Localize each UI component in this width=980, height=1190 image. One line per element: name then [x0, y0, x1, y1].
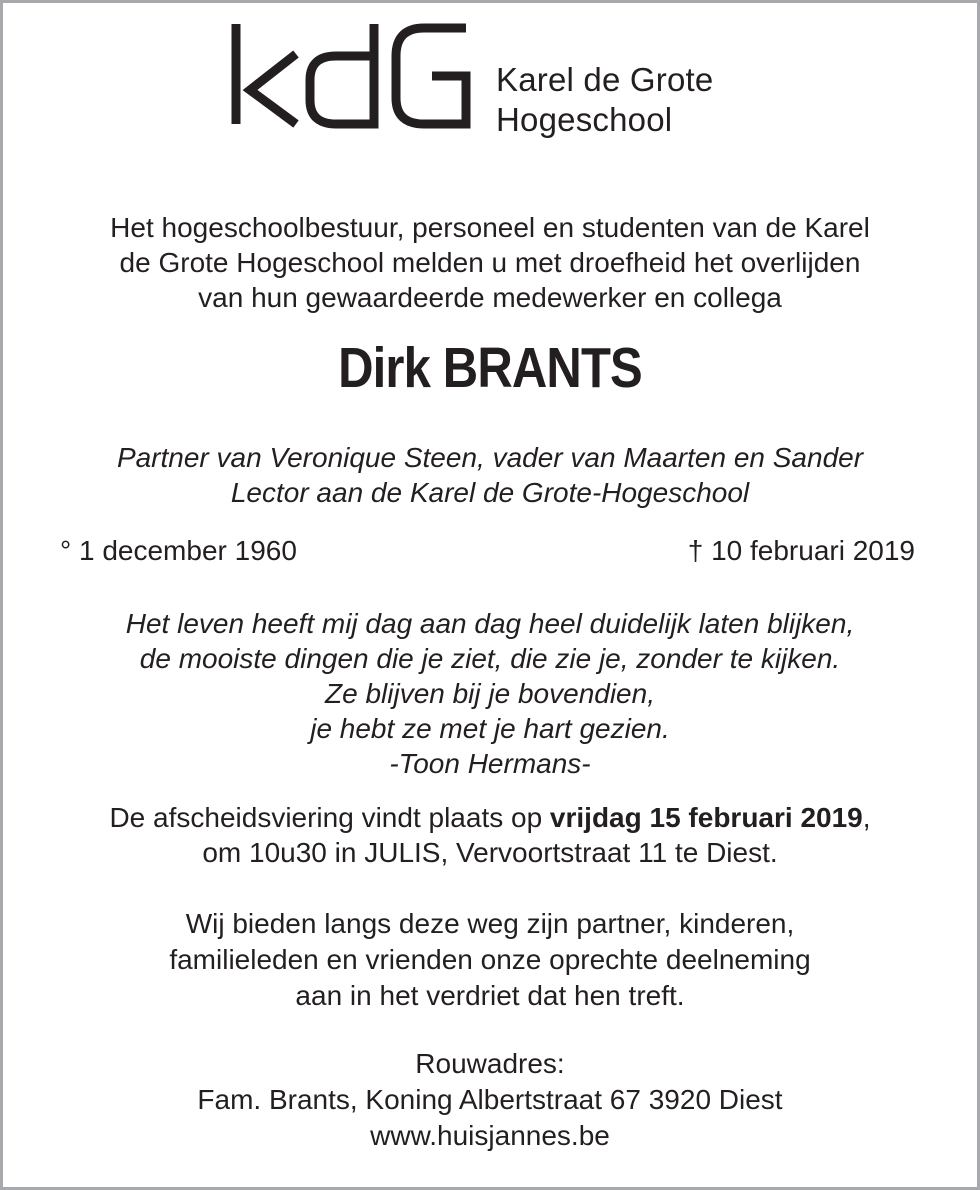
logo-name-line1: Karel de Grote: [496, 61, 714, 98]
intro-line: de Grote Hogeschool melden u met droefheid het overlijden: [119, 247, 861, 278]
ceremony-prefix: De afscheidsviering vindt plaats op: [109, 802, 550, 833]
kdg-logo-text: [496, 60, 713, 140]
sympathy-line: Wij bieden langs deze weg zijn partner, kinderen,: [185, 908, 795, 939]
ceremony-date: vrijdag 15 februari 2019: [549, 802, 863, 833]
poem-line: je hebt ze met je hart gezien.: [310, 713, 670, 744]
death-date: † 10 februari 2019: [687, 535, 915, 566]
address-label: Rouwadres:: [415, 1048, 565, 1079]
poem: [0, 606, 980, 781]
intro-paragraph: [0, 210, 980, 315]
relations-line: Partner van Veronique Steen, vader van Maarten en Sander: [116, 442, 864, 473]
ceremony-line1: [0, 800, 980, 835]
kdg-logo: [228, 20, 748, 140]
address-website: www.huisjannes.be: [370, 1120, 610, 1151]
ceremony-suffix: ,: [862, 802, 871, 833]
deceased-name: Dirk BRANTS: [338, 336, 642, 400]
address-line: Fam. Brants, Koning Albertstraat 67 3920 Diest: [197, 1084, 783, 1115]
poem-line: de mooiste dingen die je ziet, die zie je, zonder te kijken.: [139, 643, 841, 674]
intro-line: Het hogeschoolbestuur, personeel en studenten van de Karel: [110, 212, 870, 243]
mourning-address: [0, 1046, 980, 1154]
poem-author: -Toon Hermans-: [389, 748, 591, 779]
relations-paragraph: [0, 440, 980, 510]
kdg-logo-mark: [228, 20, 478, 140]
sympathy-paragraph: [0, 906, 980, 1014]
birth-date: ° 1 december 1960: [60, 535, 297, 566]
poem-line: Ze blijven bij je bovendien,: [325, 678, 655, 709]
ceremony-paragraph: [0, 800, 980, 870]
sympathy-line: familieleden en vrienden onze oprechte deelneming: [169, 944, 811, 975]
sympathy-line: aan in het verdriet dat hen treft.: [295, 980, 685, 1011]
intro-line: van hun gewaardeerde medewerker en collega: [198, 282, 782, 313]
logo-name-line2: Hogeschool: [496, 101, 673, 138]
ceremony-line2: om 10u30 in JULIS, Vervoortstraat 11 te Diest.: [202, 837, 778, 868]
relations-line: Lector aan de Karel de Grote-Hogeschool: [230, 477, 750, 508]
poem-line: Het leven heeft mij dag aan dag heel duidelijk laten blijken,: [125, 608, 855, 639]
